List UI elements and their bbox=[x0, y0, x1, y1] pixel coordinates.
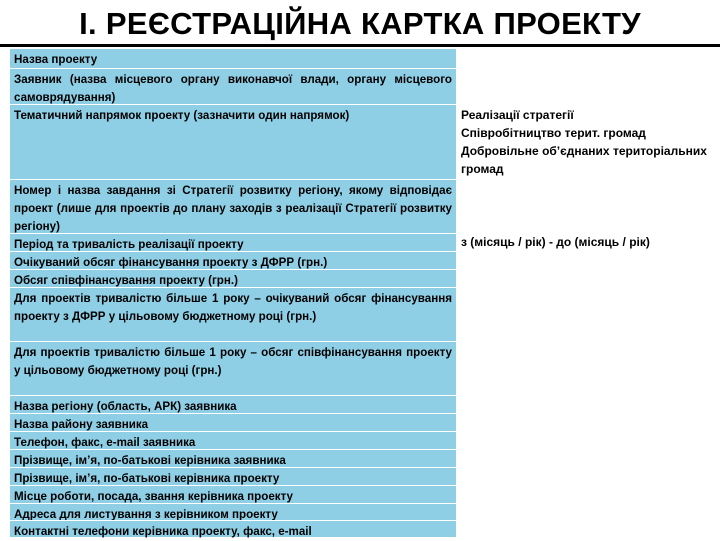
row-label: Місце роботи, посада, звання керівника проекту bbox=[14, 490, 293, 503]
table-row bbox=[10, 49, 456, 68]
registration-card-table bbox=[10, 49, 456, 537]
table-row bbox=[10, 520, 456, 537]
row-label: Тематичний напрямок проекту (зазначити один напрямок) bbox=[14, 109, 350, 122]
table-row bbox=[10, 269, 456, 287]
direction-option-amalgamated: Добровільне об’єднаних територіальних громад bbox=[461, 144, 707, 176]
table-row bbox=[10, 467, 456, 485]
row-label: Контактні телефони керівника проекту, факс, e-mail bbox=[14, 525, 312, 538]
table-row bbox=[10, 485, 456, 503]
title-underline bbox=[0, 44, 720, 47]
table-row bbox=[10, 233, 456, 251]
table-row bbox=[10, 341, 456, 395]
row-label: Для проектів тривалістю більше 1 року – очікуваний обсяг фінансування проекту з ДФРР у цільовому бюджетному році (грн.) bbox=[14, 292, 452, 323]
row-label: Назва району заявника bbox=[14, 418, 149, 431]
row-label: Заявник (назва місцевого органу виконавчої влади, органу місцевого самоврядування) bbox=[14, 73, 452, 104]
row-label: Телефон, факс, e-mail заявника bbox=[14, 436, 196, 449]
table-row bbox=[10, 104, 456, 179]
thematic-direction-options bbox=[461, 106, 716, 178]
row-label: Назва проекту bbox=[14, 53, 98, 66]
table-row bbox=[10, 68, 456, 104]
row-label: Для проектів тривалістю більше 1 року – обсяг співфінансування проекту у цільовому бюджетному році (грн.) bbox=[14, 346, 452, 377]
table-row bbox=[10, 413, 456, 431]
row-label: Номер і назва завдання зі Стратегії розвитку регіону, якому відповідає проект (лише для проектів до плану заходів з реалізації Стратегії розвитку регіону) bbox=[14, 184, 452, 233]
row-label: Обсяг співфінансування проекту (грн.) bbox=[14, 274, 238, 287]
table-row bbox=[10, 395, 456, 413]
table-row bbox=[10, 449, 456, 467]
table-row bbox=[10, 431, 456, 449]
row-label: Прізвище, ім’я, по-батькові керівника заявника bbox=[14, 454, 286, 467]
page-title: І. РЕЄСТРАЦІЙНА КАРТКА ПРОЕКТУ bbox=[79, 6, 641, 41]
table-row bbox=[10, 287, 456, 341]
row-label: Адреса для листування з керівником проекту bbox=[14, 508, 278, 521]
table-row bbox=[10, 503, 456, 520]
direction-option-cooperation: Співробітництво терит. громад bbox=[461, 126, 646, 140]
period-answer: з (місяць / рік) - до (місяць / рік) bbox=[461, 235, 650, 249]
table-row bbox=[10, 251, 456, 269]
direction-option-strategy: Реалізації стратегії bbox=[461, 108, 574, 122]
row-label: Очікуваний обсяг фінансування проекту з ДФРР (грн.) bbox=[14, 256, 328, 269]
table-row bbox=[10, 179, 456, 233]
row-label: Прізвище, ім’я, по-батькові керівника проекту bbox=[14, 472, 280, 485]
row-label: Період та тривалість реалізації проекту bbox=[14, 238, 244, 251]
row-label: Назва регіону (область, АРК) заявника bbox=[14, 400, 237, 413]
